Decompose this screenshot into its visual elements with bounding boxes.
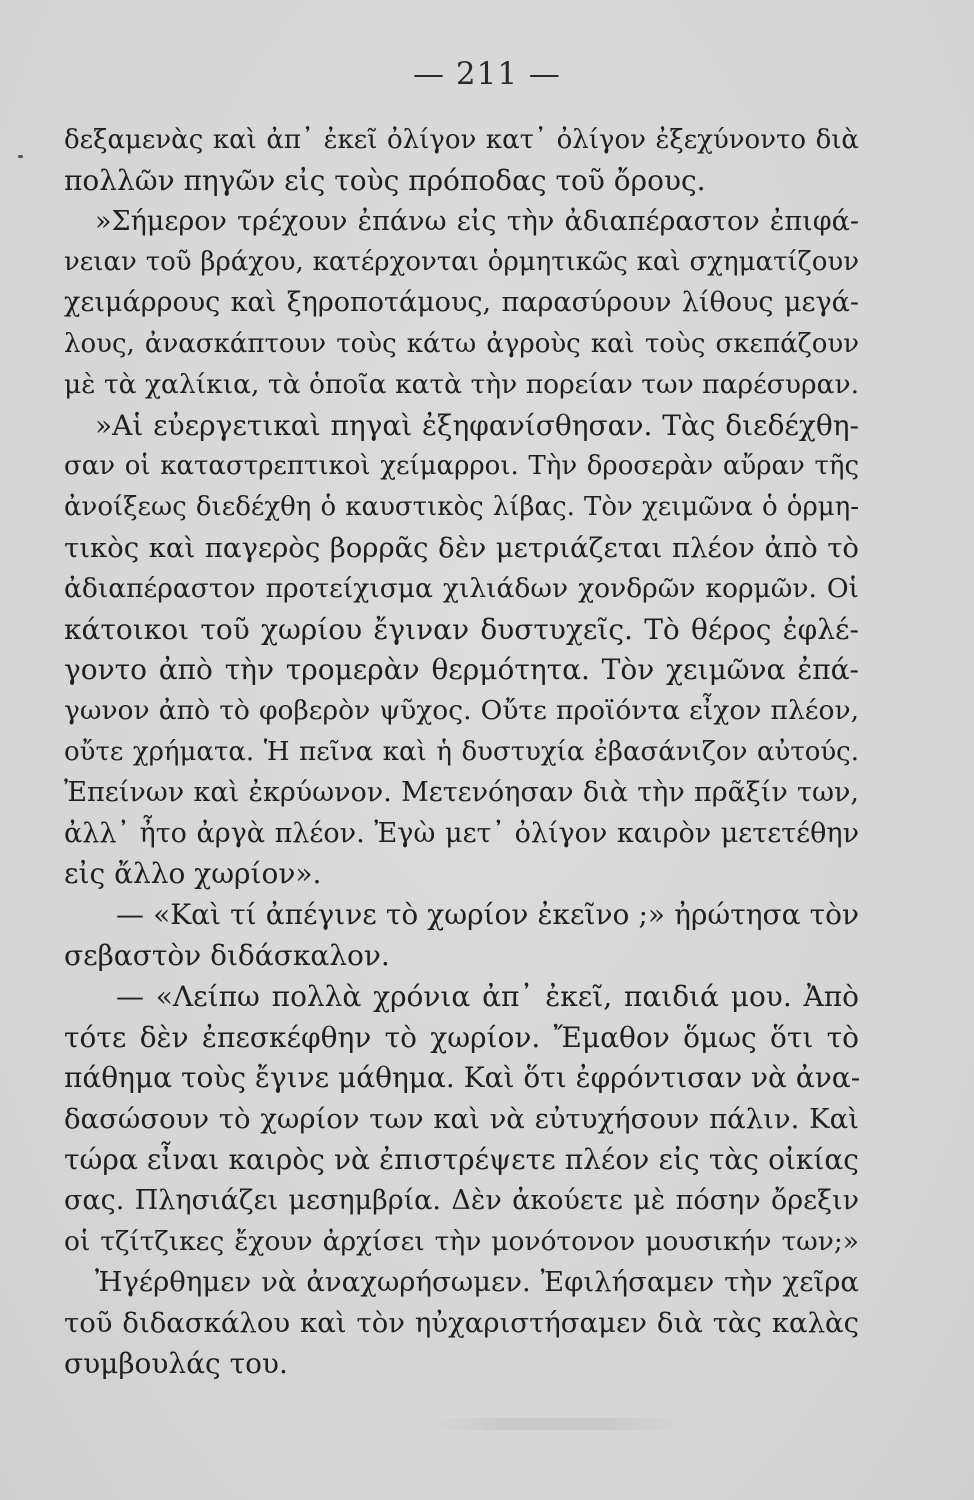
text-line: τικὸς καὶ παγερὸς βορρᾶς δὲν μετριάζεται πλέον ἀπὸ τὸ [64, 531, 859, 564]
page-number: — 211 — [413, 56, 561, 92]
text-line: σας. Πλησιάζει μεσημβρία. Δὲν ἀκούετε μὲ πόσην ὄρεξιν [64, 1184, 859, 1216]
text-line: Ἐπείνων καὶ ἐκρύωνον. Μετενόησαν διὰ τὴν πρᾶξίν των, [64, 776, 859, 808]
text-line: γοντο ἀπὸ τὴν τρομερὰν θερμότητα. Τὸν χειμῶνα ἐπά- [64, 653, 859, 687]
text-line: οὔτε χρήματα. Ἡ πεῖνα καὶ ἡ δυστυχία ἐβασάνιζον αὐτούς. [64, 736, 859, 767]
text-line: Ἠγέρθημεν νὰ ἀναχωρήσωμεν. Ἐφιλήσαμεν τὴν χεῖρα [95, 1266, 859, 1299]
text-line: τοῦ διδασκάλου καὶ τὸν ηὐχαριστήσαμεν διὰ τὰς καλὰς [64, 1307, 859, 1340]
text-line: χειμάρρους καὶ ξηροποτάμους, παρασύρουν λίθους μεγά- [64, 287, 859, 319]
text-line: συμβουλάς του. [64, 1346, 288, 1380]
text-line: οἱ τζίτζικες ἔχουν ἀρχίσει τὴν μονότονον μουσικήν των;» [64, 1225, 859, 1257]
text-line: δεξαμενὰς καὶ ἀπ᾽ ἐκεῖ ὀλίγον κατ᾽ ὀλίγον ἐξεχύνοντο διὰ [64, 125, 859, 155]
text-line: εἰς ἄλλο χωρίον». [64, 857, 322, 891]
text-line: γωνον ἀπὸ τὸ φοβερὸν ψῦχος. Οὔτε προϊόντα εἶχον πλέον, [64, 695, 859, 727]
text-line: σεβαστὸν διδάσκαλον. [64, 938, 390, 972]
text-line: μὲ τὰ χαλίκια, τὰ ὁποῖα κατὰ τὴν πορείαν των παρέσυραν. [64, 368, 859, 400]
text-line: τότε δὲν ἐπεσκέφθην τὸ χωρίον. Ἔμαθον ὅμως ὅτι τὸ [64, 1020, 859, 1054]
text-line: σαν οἱ καταστρεπτικοὶ χείμαρροι. Τὴν δροσερὰν αὔραν τῆς [64, 451, 859, 482]
text-line: — «Καὶ τί ἀπέγινε τὸ χωρίον ἐκεῖνο ;» ἠρώτησα τὸν [116, 898, 859, 932]
body-text [64, 120, 859, 1385]
text-line: ἀδιαπέραστον προτείχισμα χιλιάδων χονδρῶν κορμῶν. Οἱ [64, 572, 859, 604]
text-line: πάθημα τοὺς ἔγινε μάθημα. Καὶ ὅτι ἐφρόντισαν νὰ ἀνα- [64, 1061, 861, 1095]
text-line: — «Λείπω πολλὰ χρόνια ἀπ᾽ ἐκεῖ, παιδιά μου. Ἀπὸ [116, 979, 859, 1013]
text-line: »Αἱ εὐεργετικαὶ πηγαὶ ἐξηφανίσθησαν. Τὰς διεδέχθη- [95, 408, 859, 442]
text-line: νειαν τοῦ βράχου, κατέρχονται ὁρμητικῶς καὶ σχηματίζουν [64, 247, 859, 278]
text-line: ἀλλ᾽ ἦτο ἀργὰ πλέον. Ἐγὼ μετ᾽ ὀλίγον καιρὸν μετετέθην [64, 817, 859, 849]
text-line: ἀνοίξεως διεδέχθη ὁ καυστικὸς λίβας. Τὸν χειμῶνα ὁ ὁρμη- [64, 492, 859, 523]
text-line: τώρα εἶναι καιρὸς νὰ ἐπιστρέψετε πλέον εἰς τὰς οἰκίας [64, 1142, 859, 1176]
text-line: δασώσουν τὸ χωρίον των καὶ νὰ εὐτυχήσουν πάλιν. Καὶ [64, 1103, 859, 1136]
show-through-shadow [430, 1418, 690, 1430]
text-line: λους, ἀνασκάπτουν τοὺς κάτω ἀγροὺς καὶ τοὺς σκεπάζουν [64, 328, 859, 359]
text-line: »Σήμερον τρέχουν ἐπάνω εἰς τὴν ἀδιαπέραστον ἐπιφά- [95, 205, 859, 237]
text-line: κάτοικοι τοῦ χωρίου ἔγιναν δυστυχεῖς. Τὸ θέρος ἐφλέ- [64, 612, 859, 646]
text-line: πολλῶν πηγῶν εἰς τοὺς πρόποδας τοῦ ὄρους. [64, 163, 706, 197]
page-speck [18, 155, 23, 158]
